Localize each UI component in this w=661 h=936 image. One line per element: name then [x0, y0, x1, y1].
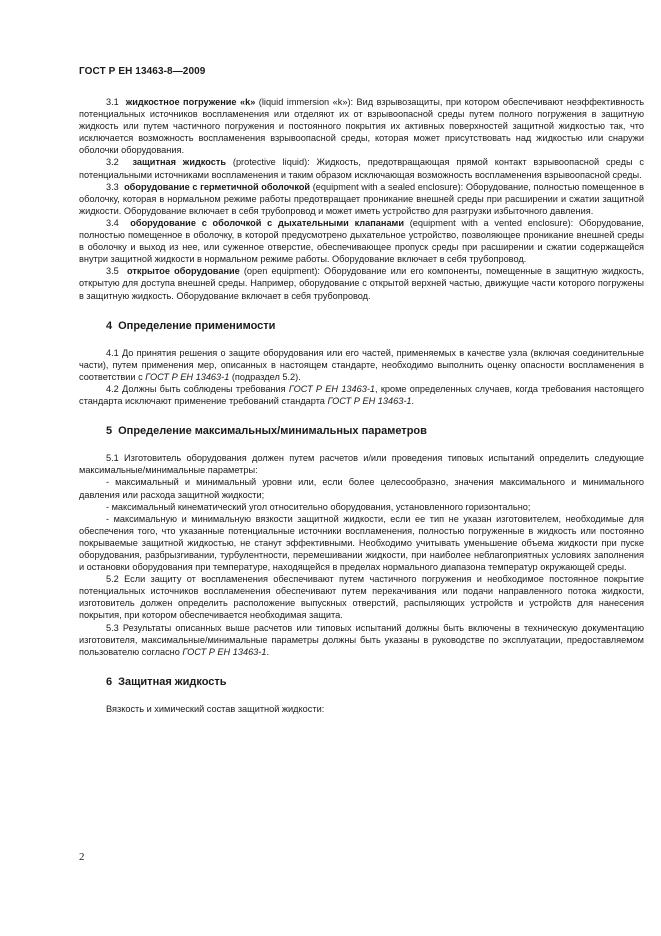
term-3-3: 3.3 оборудование с герметичной оболочкой (equipment with a sealed enclosure): Оборудование, полностью помещенное в оболочку, которая в нормальном режиме работы предотвращает проникание внешней среды при расширении и сжатии защитной жидкости. Оборудование включает в себя трубопровод и может иметь устройство для разгрузки избыточного давления.	[79, 181, 644, 216]
term-3-2: 3.2 защитная жидкость (protective liquid): Жидкость, предотвращающая прямой контакт взрывоопасной среды с потенциальными источниками воспламенения и таким образом исключающая возможность воспламенения взрывоопасной среды.	[79, 157, 644, 180]
page-number: 2	[79, 851, 85, 863]
document-header: ГОСТ Р ЕН 13463-8—2009	[79, 66, 206, 77]
paragraph-4-2: 4.2 Должны быть соблюдены требования ГОСТ Р ЕН 13463-1, кроме определенных случаев, когда требования настоящего стандарта исключают применение требований стандарта ГОСТ Р ЕН 13463-1.	[79, 383, 645, 407]
section-5-heading: 5 Определение максимальных/минимальных параметров	[106, 425, 427, 438]
document-body	[79, 96, 644, 715]
paragraph-4-1: 4.1 До принятия решения о защите оборудования или его частей, применяемых в качестве узла (включая соединительные части), путем применения мер, описанных в настоящем стандарте, необходимо выполнить оценку опасности воспламенения в соответствии с ГОСТ Р ЕН 13463-1 (подраздел 5.2).	[79, 347, 644, 382]
term-3-1: 3.1 жидкостное погружение «k» (liquid immersion «k»): Вид взрывозащиты, при котором обеспечивают неэффективность потенциальных источников воспламенения или отделяют их от взрывоопасной среды путем полного погружения в защитную жидкость или путем частичного погружения и постоянного покрытия их активных поверхностей защитной жидкостью так, что исключается возможность воспламенения взрывоопасной среды, которая может присутствовать над жидкостью или снаружи оболочки оборудования.	[79, 97, 644, 156]
paragraph-5-3: 5.3 Результаты описанных выше расчетов или типовых испытаний должны быть включены в техническую документацию изготовителя, максимальные/минимальные параметры должны быть указаны в руководстве по эксплуатации, предоставляемом пользователю согласно ГОСТ Р ЕН 13463-1.	[79, 622, 644, 657]
paragraph-5-1: 5.1 Изготовитель оборудования должен путем расчетов и/или проведения типовых испытаний определить следующие максимальные/минимальные параметры:	[79, 453, 644, 476]
paragraph-6-intro: Вязкость и химический состав защитной жидкости:	[106, 703, 325, 714]
term-3-4: 3.4 оборудование с оболочкой с дыхательными клапанами (equipment with a vented enclosure): Оборудование, полностью помещенное в оболочку, в которой предусмотрено дыхательное устройство, позволяющее проникание внешней среды в оболочку и выход из нее, или суженное отверстие, обеспечивающее пропуск среды при расширении и сжатии содержащейся внутри защитной жидкости в нормальном режиме работы. Оборудование включает в себя трубопровод.	[79, 217, 644, 265]
list-item: - максимальный и минимальный уровни или, если более целесообразно, значения максимального и минимального давления или расхода защитной жидкости;	[79, 477, 644, 500]
section-6-heading: 6 Защитная жидкость	[106, 675, 227, 688]
term-3-5: 3.5 открытое оборудование (open equipment): Оборудование или его компоненты, помещенные в защитную жидкость, открытую для доступа внешней среды. Например, оборудование с открытой верхней частью, движущие части которого погружены в защитную жидкость. Оборудование включает в себя трубопровод.	[79, 266, 645, 301]
list-item: - максимальный кинематический угол относительно оборудования, установленного горизонтально;	[106, 501, 531, 512]
paragraph-5-2: 5.2 Если защиту от воспламенения обеспечивают путем частичного погружения и необходимое постоянное покрытие потенциальных источников воспламенения обеспечивают путем перекачивания или подачи направленного потока жидкости, изготовитель должен определить расположение выпускных отверстий, распыляющих устройств и устройств для нанесения покрытия, при котором обеспечивается необходимая защита.	[79, 574, 644, 621]
list-item: - максимальную и минимальную вязкости защитной жидкости, если ее тип не указан изготовителем, необходимые для обеспечения того, что указанные потенциальные источники воспламенения, полностью погруженные в жидкость или постоянно покрываемые защитной жидкостью, не станут эффективными. Необходимо учитывать уменьшение объема жидкости при пуске оборудования, разбрызгивании, турбулентности, перемешивании жидкости, при наиболее неблагоприятных условиях заполнения и остановки оборудования при температуре, находящейся в пределах нормального диапазона температур окружающей среды.	[79, 513, 644, 573]
section-4-heading: 4 Определение применимости	[106, 319, 276, 332]
